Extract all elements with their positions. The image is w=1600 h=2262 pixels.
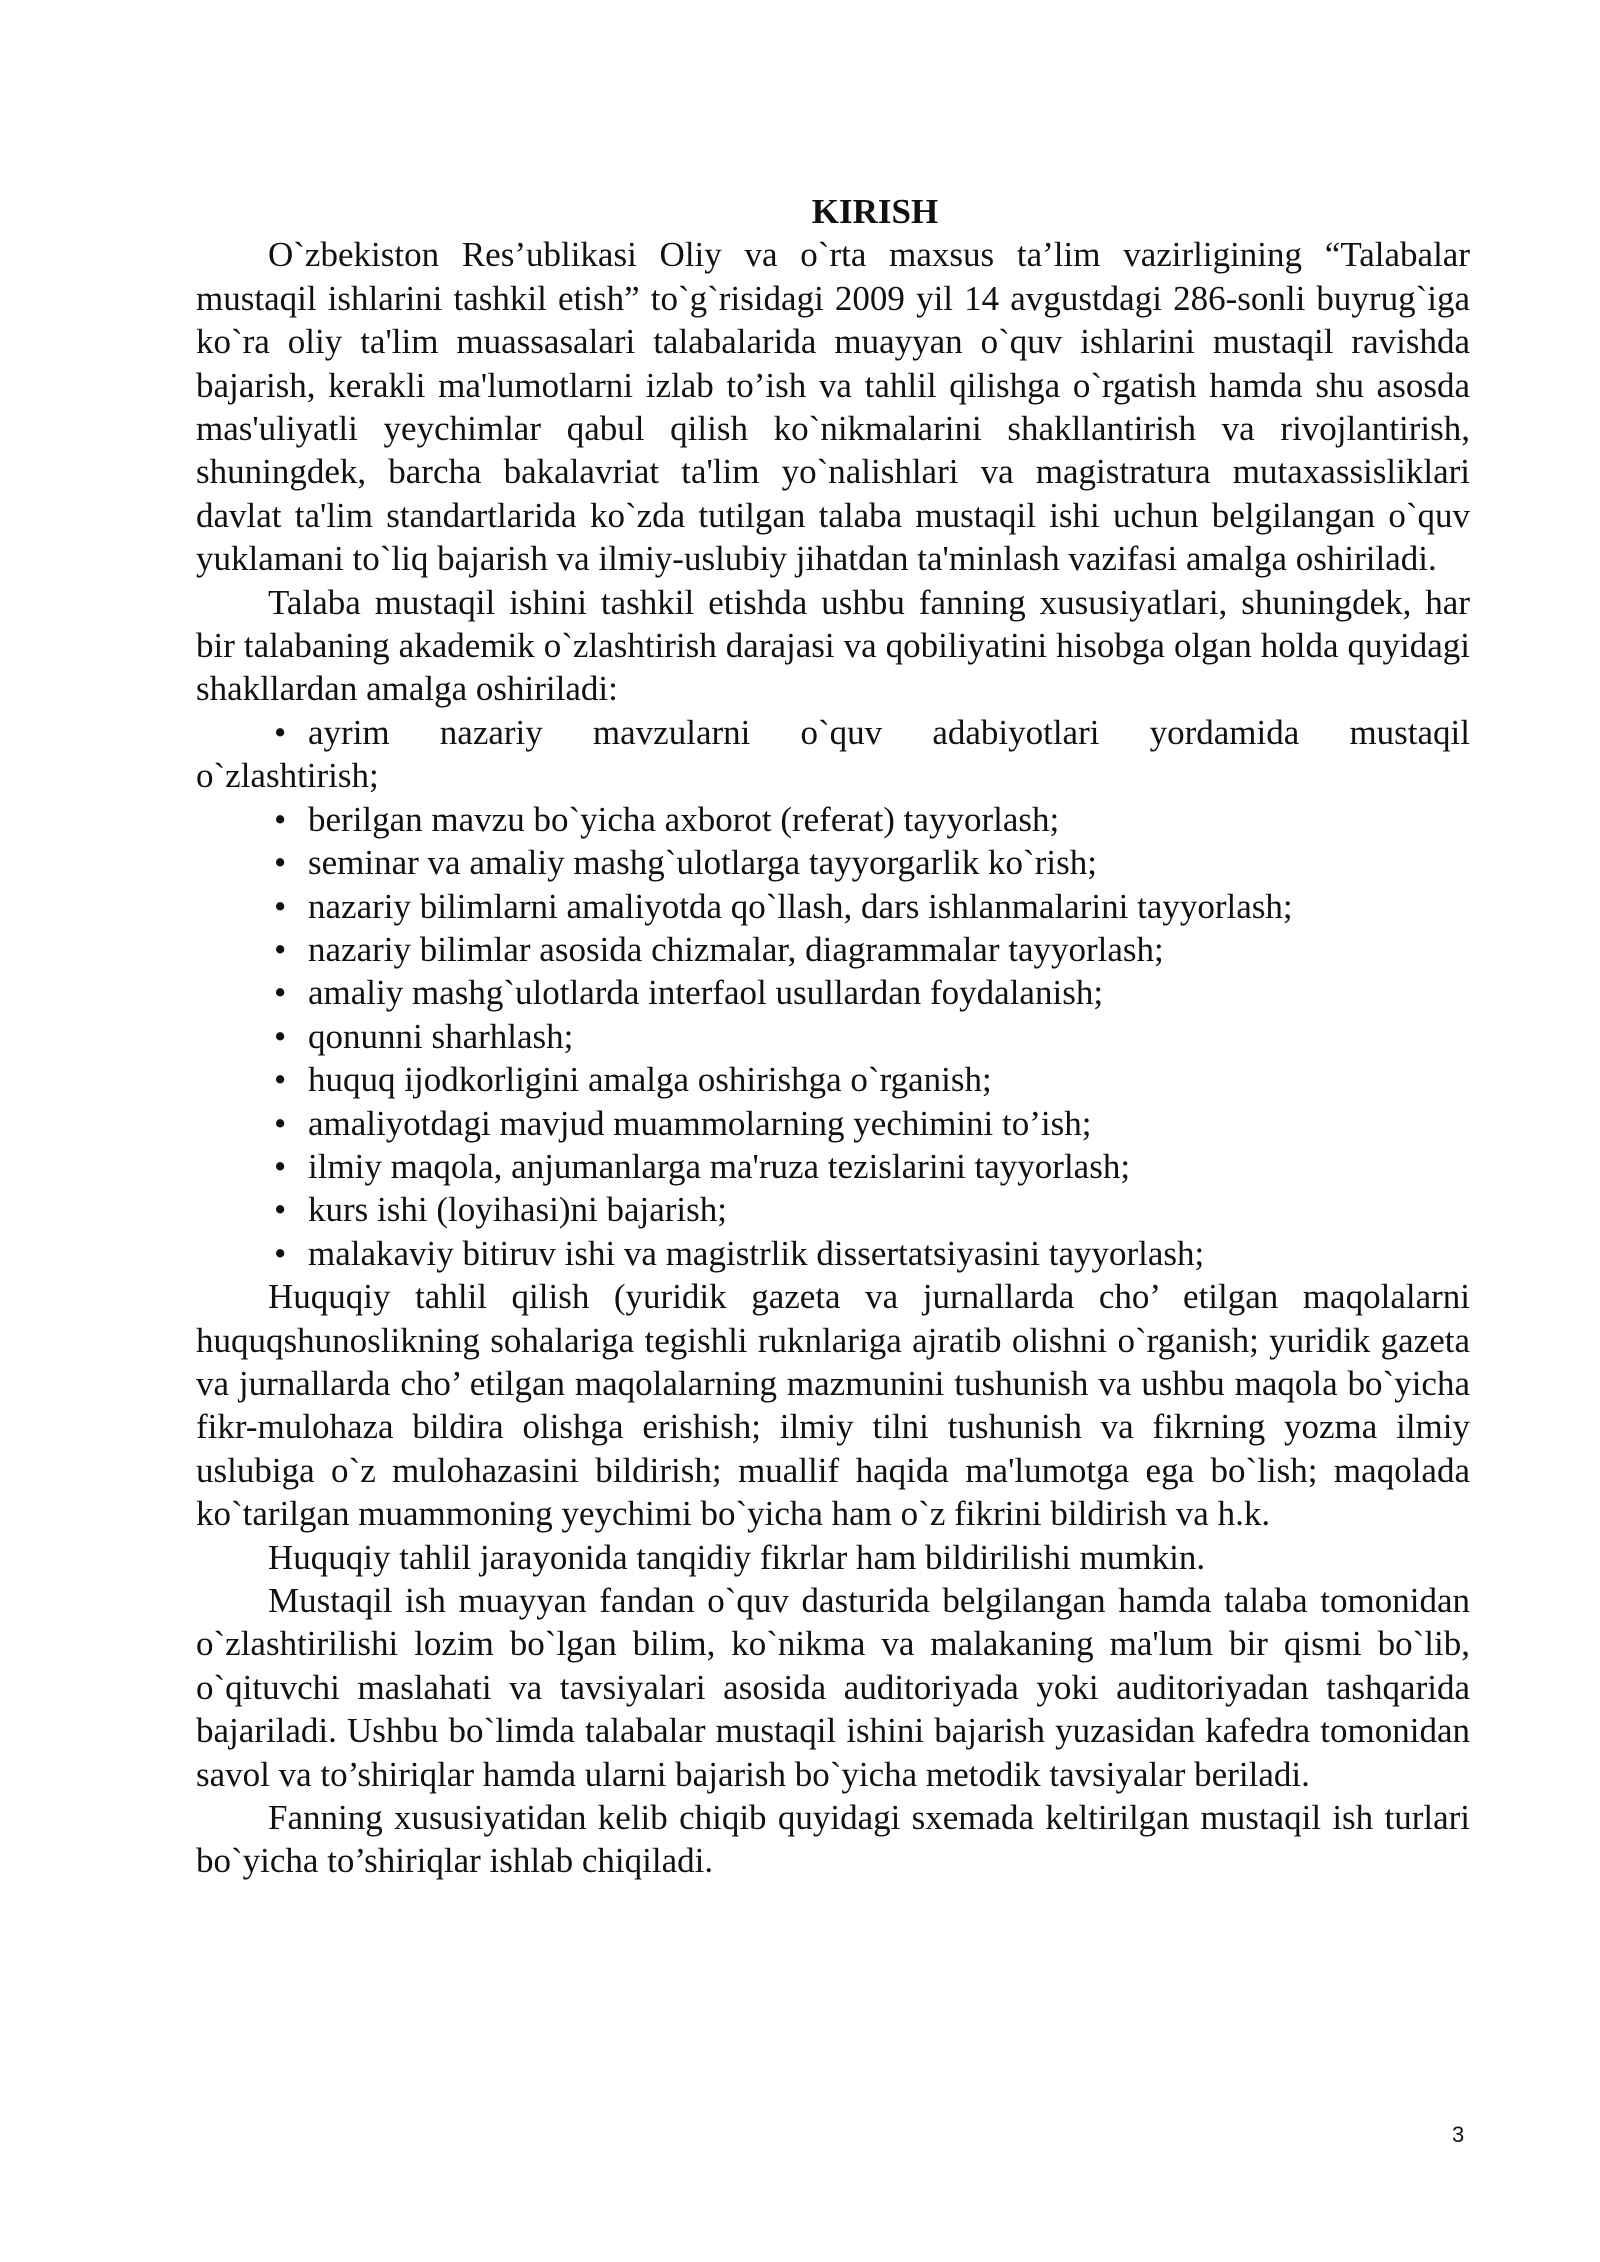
- list-item: [196, 1102, 1470, 1145]
- bullet-icon: •: [274, 843, 287, 883]
- list-item-text: amaliy mashg`ulotlarda interfaol usullardan foydalanish;: [308, 973, 1104, 1013]
- list-item-text: kurs ishi (loyihasi)ni bajarish;: [308, 1190, 727, 1230]
- list-item: [196, 841, 1470, 884]
- paragraph-intro: O`zbekiston Res’ublikasi Oliy va o`rta maxsus ta’lim vazirligining “Talabalar mustaqil ishlarini tashkil etish” to`g`risidagi 2009 yil 14 avgustdagi 286-sonli buyrug`iga ko`ra oliy ta'lim muassasalari talabalarida muayyan o`quv ishlarini mustaqil ravishda bajarish, kerakli ma'lumotlarni izlab to’ish va tahlil qilishga o`rgatish hamda shu asosda mas'uliyatli yeychimlar qabul qilish ko`nikmalarini shakllantirish va rivojlantirish, shuningdek, barcha bakalavriat ta'lim yo`nalishlari va magistratura mutaxassisliklari davlat ta'lim standartlarida ko`zda tutilgan talaba mustaqil ishi uchun belgilangan o`quv yuklamani to`liq bajarish va ilmiy-uslubiy jihatdan ta'minlash vazifasi amalga oshiriladi.: [196, 235, 1470, 579]
- list-item-text: nazariy bilimlar asosida chizmalar, diagrammalar tayyorlash;: [308, 929, 1164, 969]
- list-item-text: ayrim nazariy mavzularni o`quv adabiyotlari yordamida mustaqil: [308, 712, 1470, 752]
- list-item: [196, 1188, 1470, 1231]
- bullet-icon: •: [274, 1016, 287, 1056]
- bullet-icon: •: [274, 799, 287, 839]
- list-item: [196, 1058, 1470, 1101]
- list-item: [196, 885, 1470, 928]
- list-item-continuation: o`zlashtirish;: [196, 756, 379, 796]
- list-item: [196, 928, 1470, 971]
- bullet-icon: •: [274, 929, 287, 969]
- list-item-text: qonunni sharhlash;: [308, 1016, 574, 1056]
- paragraph-legal-analysis: Huquqiy tahlil qilish (yuridik gazeta va jurnallarda cho’ etilgan maqolalarni huquqshunoslikning sohalariga tegishli ruknlariga ajratib olishni o`rganish; yuridik gazeta va jurnallarda cho’ etilgan maqolalarning mazmunini tushunish va ushbu maqola bo`yicha fikr-mulohaza bildira olishga erishish; ilmiy tilni tushunish va fikrning yozma ilmiy uslubiga o`z mulohazasini bildirish; muallif haqida ma'lumotga ega bo`lish; maqolada ko`tarilgan muammoning yeychimi bo`yicha ham o`z fikrini bildirish va h.k.: [196, 1277, 1470, 1534]
- bullet-icon: •: [274, 1190, 287, 1230]
- list-item-text: huquq ijodkorligini amalga oshirishga o`rganish;: [308, 1060, 992, 1100]
- page-number: 3: [1452, 2122, 1465, 2147]
- list-item-text: berilgan mavzu bo`yicha axborot (referat) tayyorlash;: [308, 799, 1060, 839]
- paragraph-tasks: Fanning xususiyatidan kelib chiqib quyidagi sxemada keltirilgan mustaqil ish turlari bo`yicha to’shiriqlar ishlab chiqiladi.: [196, 1798, 1470, 1881]
- page-title: KIRISH: [811, 192, 939, 231]
- bullet-icon: •: [274, 973, 287, 1013]
- list-item-text: nazariy bilimlarni amaliyotda qo`llash, dars ishlanmalarini tayyorlash;: [308, 886, 1293, 926]
- list-item: [196, 1145, 1470, 1188]
- bullet-icon: •: [274, 1233, 287, 1273]
- list-item-text: ilmiy maqola, anjumanlarga ma'ruza tezislarini tayyorlash;: [308, 1146, 1131, 1186]
- bullet-icon: •: [274, 1060, 287, 1100]
- paragraph-independent-work: Mustaqil ish muayyan fandan o`quv dasturida belgilangan hamda talaba tomonidan o`zlashtirilishi lozim bo`lgan bilim, ko`nikma va malakaning ma'lum bir qismi bo`lib, o`qituvchi maslahati va tavsiyalari asosida auditoriyada yoki auditoriyadan tashqarida bajariladi. Ushbu bo`limda talabalar mustaqil ishini bajarish yuzasidan kafedra tomonidan savol va to’shiriqlar hamda ularni bajarish bo`yicha metodik tavsiyalar beriladi.: [196, 1581, 1470, 1794]
- list-item: [196, 1015, 1470, 1058]
- list-item-text: amaliyotdagi mavjud muammolarning yechimini to’ish;: [308, 1103, 1092, 1143]
- forms-list: [196, 711, 1470, 1275]
- bullet-icon: •: [274, 886, 287, 926]
- bullet-icon: •: [274, 712, 287, 752]
- list-item: [196, 711, 1470, 754]
- paragraph-critical-thoughts: Huquqiy tahlil jarayonida tanqidiy fikrlar ham bildirilishi mumkin.: [268, 1537, 1206, 1577]
- list-item: [196, 798, 1470, 841]
- bullet-icon: •: [274, 1103, 287, 1143]
- bullet-icon: •: [274, 1146, 287, 1186]
- paragraph-forms: Talaba mustaqil ishini tashkil etishda ushbu fanning xususiyatlari, shuningdek, har bir talabaning akademik o`zlashtirish darajasi va qobiliyatini hisobga olgan holda quyidagi shakllardan amalga oshiriladi:: [196, 582, 1470, 709]
- document-page: [196, 190, 1470, 1883]
- list-item-text: seminar va amaliy mashg`ulotlarga tayyorgarlik ko`rish;: [308, 843, 1097, 883]
- list-item-text: malakaviy bitiruv ishi va magistrlik dissertatsiyasini tayyorlash;: [308, 1233, 1205, 1273]
- list-item: [196, 971, 1470, 1014]
- list-item: [196, 1232, 1470, 1275]
